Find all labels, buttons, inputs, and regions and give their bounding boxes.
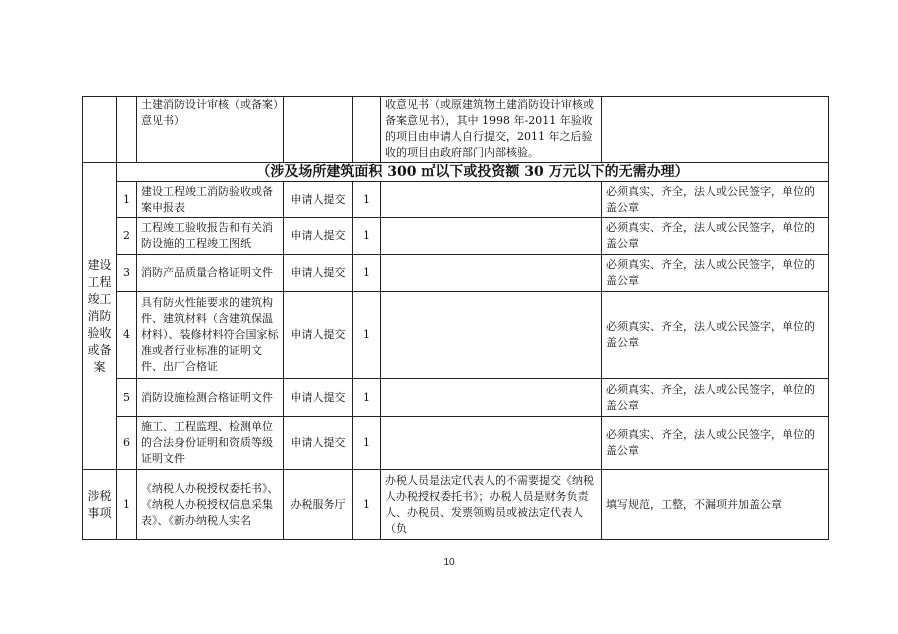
material-requirement: 必须真实、齐全，法人或公民签字，单位的盖公章 (602, 255, 829, 292)
continuation-requirement-cell (602, 97, 829, 163)
material-source: 申请人提交 (284, 417, 353, 470)
row-number: 3 (117, 255, 137, 292)
material-name: 消防设施检测合格证明文件 (137, 379, 284, 417)
material-count: 1 (353, 379, 381, 417)
material-name: 建设工程竣工消防验收或备案申报表 (137, 182, 284, 218)
table-row (83, 379, 829, 417)
material-source: 申请人提交 (284, 255, 353, 292)
material-requirement: 必须真实、齐全，法人或公民签字，单位的盖公章 (602, 182, 829, 218)
material-name: 具有防火性能要求的建筑构件、建筑材料（含建筑保温材料）、装修材料符合国家标准或者行业标准的证明文件、出厂合格证 (137, 292, 284, 379)
continuation-category-cell (83, 97, 117, 163)
row-number: 6 (117, 417, 137, 470)
material-note (381, 379, 602, 417)
material-source: 申请人提交 (284, 182, 353, 218)
material-count: 1 (353, 470, 381, 540)
continuation-num-cell (117, 97, 137, 163)
material-name: 《纳税人办税授权委托书》、《纳税人办税授权信息采集表》、《新办纳税人实名 (137, 470, 284, 540)
material-name: 消防产品质量合格证明文件 (137, 255, 284, 292)
table-row (83, 470, 829, 540)
category-tax: 涉税事项 (83, 470, 117, 540)
table-row (83, 218, 829, 255)
material-requirement: 必须真实、齐全，法人或公民签字，单位的盖公章 (602, 379, 829, 417)
material-name: 土建消防设计审核（或备案）意见书） (137, 97, 284, 163)
material-count: 1 (353, 292, 381, 379)
continuation-count-cell (353, 97, 381, 163)
category-completion: 建设工程竣工消防验收或备案 (83, 163, 117, 470)
row-number: 2 (117, 218, 137, 255)
row-number: 1 (117, 470, 137, 540)
material-source: 申请人提交 (284, 218, 353, 255)
material-note (381, 218, 602, 255)
material-source: 办税服务厅 (284, 470, 353, 540)
material-count: 1 (353, 255, 381, 292)
materials-table (82, 96, 829, 540)
material-note (381, 292, 602, 379)
table-row (83, 182, 829, 218)
material-count: 1 (353, 417, 381, 470)
material-source: 申请人提交 (284, 379, 353, 417)
material-count: 1 (353, 182, 381, 218)
table-row (83, 417, 829, 470)
page-number: 10 (443, 557, 455, 568)
material-count: 1 (353, 218, 381, 255)
table-row (83, 292, 829, 379)
row-number: 5 (117, 379, 137, 417)
material-name: 施工、工程监理、检测单位的合法身份证明和资质等级证明文件 (137, 417, 284, 470)
material-requirement: 填写规范，工整，不漏项并加盖公章 (602, 470, 829, 540)
material-requirement: 必须真实、齐全，法人或公民签字，单位的盖公章 (602, 292, 829, 379)
row-number: 1 (117, 182, 137, 218)
table-row (83, 255, 829, 292)
section-header: （涉及场所建筑面积 300 ㎡以下或投资额 30 万元以下的无需办理） (117, 163, 829, 182)
material-note: 收意见书（或原建筑物土建消防设计审核或备案意见书），其中 1998 年-2011 年验收的项目由申请人自行提交，2011 年之后验收的项目由政府部门内部核验。 (381, 97, 602, 163)
material-note (381, 182, 602, 218)
material-note: 办税人员是法定代表人的不需要提交《纳税人办税授权委托书》；办税人员是财务负责人、办税员、发票领购员或被法定代表人（负 (381, 470, 602, 540)
material-source: 申请人提交 (284, 292, 353, 379)
material-requirement: 必须真实、齐全，法人或公民签字，单位的盖公章 (602, 417, 829, 470)
material-name: 工程竣工验收报告和有关消防设施的工程竣工图纸 (137, 218, 284, 255)
continuation-source-cell (284, 97, 353, 163)
material-note (381, 255, 602, 292)
row-number: 4 (117, 292, 137, 379)
continuation-row (83, 97, 829, 163)
material-note (381, 417, 602, 470)
section-header-row (83, 163, 829, 182)
material-requirement: 必须真实、齐全，法人或公民签字，单位的盖公章 (602, 218, 829, 255)
